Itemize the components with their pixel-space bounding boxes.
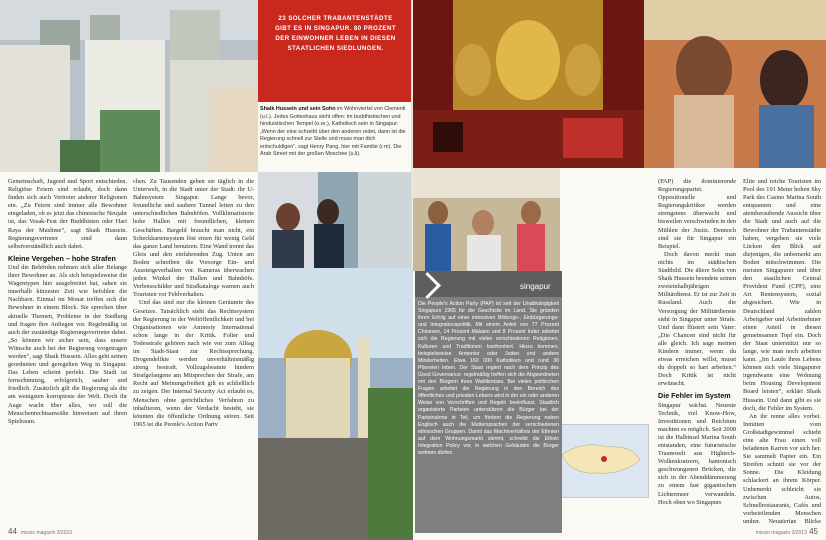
folio-note: missio magazin 3/2013: [755, 530, 807, 536]
family-image: [413, 168, 560, 271]
map-image: [552, 425, 648, 497]
page-number: 44: [8, 527, 17, 536]
page-number: 45: [809, 527, 818, 536]
section-heading: Die Fehler im System: [658, 391, 731, 401]
folio-right: [752, 527, 818, 536]
highlight-text: 23 SOLCHER TRABANTENSTÄDTE GIBT ES IN SINGAPUR. 80 PROZENT DER EINWOHNER LEBEN IN DIESEN STAATLICHEN SIEDLUNGEN.: [274, 15, 397, 52]
text-column-4: [743, 178, 821, 523]
photo-hindu-temple: [644, 0, 826, 168]
paragraph: Doch davon merkt man nichts im städtischen Stadtbild. Die ältere Sohn von Shaik Hussein beendete seinen zweieinhalbjährigen Militärdienst. Er ist zur Zeit in Russland. Auch die Versorgung der Militärdienste sieht in Singapur unter Strafe. Und dann flüstert sein Vater: „Die Chancen sind nicht für alle gleich. Ich sage meinen Kindern immer, wenn du etwas erreichen willst, musst du doppelt so hart arbeiten.“ Doch Kritik ist nicht erwünscht.: [658, 250, 736, 388]
sidebar-label: singapur: [520, 282, 551, 291]
singapore-map: [551, 424, 649, 498]
text-column-2: [133, 178, 254, 426]
paragraph: Und die Behörden nehmen sich aller Belange ihrer Bewohner an. Als sich beispielsweise die Wagentypen hier ausgebreitet hat, sahen sie innerhalb kürzester Zeit wie befohlen die Nachbarn. Einmal im Monat treffen sich die Bewohner in einem Block. Sie sprechen über aktuelle Themen, Probleme in der Siedlung und fragen ihre Anliegen vor. Regelmäßig ist auch der zuständige Regierungsvertreter dabei. „So können wir sicher sein, dass unsere Wünsche auch bei der Regierung vorgetragen werden“, sagt Shaik Hussein. Alles geht seinen geordneten und geregelten Weg in Singapur. Das Leben scheint perfekt. Die Stadt ist fernschmutzig, erfolgreich, sauber und friedlich. Zusätzlich gilt die Regierung als die am wenigsten korrupteste der Welt. Doch ihr Auge wacht über alles, wo soll die Menschenrechtsanwälte hinweisen auf ihren Spielraum.: [8, 263, 127, 425]
highlight-box: [258, 0, 413, 102]
paragraph: (PAP) die dominierende Regierungspartei. Oppositionelle und Regierungskritiker werden strengstens überwacht und bisweilen verschwinden in den Mühlen der Justiz. Dennoch sind sie für Singapur ein Beispiel.: [658, 178, 736, 250]
section-heading: Kleine Vergehen – hohe Strafen: [8, 253, 116, 263]
mosque-image: [258, 268, 413, 540]
sidebar-text: Die People's Action Party (PAP) ist seit der Unabhängigkeit Singapurs 1965 für die Geschicke im Land. Sie gründen ihren Erfolg auf einer intensiven Bildungs-, Einbürgerungs- und Integrationspolitik. Mit einem Anteil von 77 Prozent Chinesen, 14 Prozent Malaien und 8 Prozent Inder arbeitet sich die Regierung mit vielen verschiedenen Religionen, Kulturen und Traditionen konfrontiert. Hinzu kommen, beispielsweise Armenier oder Juden und andere Minderheiten. Etwa 160 000 Katholiken und rund 30 Pfarreien leben. Der Staat regiert nach dem Prinzip des Good Governance: regelmäßig treffen sich die Abgeordneten mit den Bürgern ihres Wahlkreises. Bei vielen politischen Fragen arbeitet die Regierung in den Bereich des öffentlichen und privaten Lebens wird in der ein oder anderen Weise von Vorschriften und Regeln beeinflusst. Staatlich organisierte Parteien unterstützen die Bürger bei der Parteinahme in Teil, um fördern die Regierung neben Englisch auch die Muttersprachen der verschiedenen ethnischen Gruppen. Damit das Machtverhältnis der Ethnien auf dem Wohnungsmarkt stimmt, schreibt die Ethnic Integration Policy vor, in welchen Gebäuden die Bürger wohnen dürfen.: [418, 301, 559, 456]
folio-note: missio magazin 3/2013: [20, 530, 73, 536]
text-column-1: [8, 178, 127, 523]
photo-caption: [260, 106, 410, 159]
photo-family: [413, 168, 560, 271]
men-photo-image: [258, 172, 413, 268]
photo-housing-estate: [0, 0, 258, 172]
paragraph: Elite und reiche Touristen im Pool des 191 Meter hohen Sky Park des Casino Marina South entspannen und eine atemberaubende Aussicht über die Stadt und auch auf die Bewohner der Trabantenstädte haben, vergeben sie viele Lücken den Blick auf diejenigen, die unbemerkt am Boden mitschwimmen. Die meisten Singapurer und über den staatlichen Central Provident Fund (CPF), eine Art Rentensystem, sozial abgesichert. Wie in Deutschland zahlen Arbeitgeber und Arbeitnehmer einen Anteil in diesen gemeinsamen Topf ein. Doch der Staat unterstützt nur so lange, wie man noch arbeiten kann. „Im Laufe ihres Lebens können sich viele Singapurer irgendwann eine Wohnung beim Housing Development Board leisten“, erklärt Shaik Hussein. Und dann gibt es sie doch, die Fehler im System.: [743, 178, 821, 412]
photo-buddhist-temple: [413, 0, 644, 168]
photo-mosque: [258, 268, 413, 540]
paragraph: An ihr renne alles vorbei. Inmitten vom Großstadtgewimmel schiebt eine alte Frau einen voll beladenen Karren vor sich her. Sie sammelt Papier ein. Ein Streifen schnitt sie vor der Sonne. Die Kleidung schlackert an ihrem Körper. Unbemerkt schleicht sie zwischen Autos, Schnellrestaurants, Cafés und vorbeieilenden Menschen umher. Neugierige Blicke: [743, 412, 821, 523]
folio-left: [8, 527, 72, 536]
paragraph: chen. Zu Tausenden geben sie täglich in die Unterwelt, in die Stadt unter der Stadt: ihr U-Bahnsystem Singapur. Lange bevor, freundliche und saubere Tunnel leiten zu den unterschiedlichen Bahnhöfen. Vollklimatisierte hohe Hallen mit freundlichen, kleinen Geschäften. Bargeld braucht man nicht, ein Scheckkartensystem löst einen für wenig Geld das ganze Land benutzen. Eine Wand trennt das Gleis und den einfahrenden Zug. Unten am Boden schreiben die Vorsorge Ein- und Aussteigeverhalten vor. Kameras überwachen jeden Winkel der Hallen und Bahnhöfe. Verbotsschilder und Strafkataloge warnen auch Touristen vor Fehlverhalten.: [133, 178, 254, 299]
paragraph: Singapur wächst. Neueste Technik, viel Know-How, Investitionen und Reichtum machten es möglich. Seit 2008 ist die Halbinsel Marina South entstanden, eine futuristische Traumwelt aus Hightech-Wolkenkratzern, hamonisch geschwungenen Brücken, die sich in der Abenddämmerung zu einem fast gigantischen Lichtermeer verwandeln. Hoch oben wo Singapurs: [658, 401, 736, 506]
temple-image: [413, 0, 644, 168]
hindu-temple-image: [644, 0, 826, 168]
caption-lead: Shaik Hussein und sein Sohn: [260, 106, 336, 112]
caption-body: im Wohnviertel von Clementi (u.l.). Jedes Gotteshaus steht offen: im buddhistischen und hinduistischen Tempel (o.re.), Katholisch sein in Singapur: „Wenn der eine schreibt über den anderen redet, dann ist die Regierung schnell zur Stelle und muss man dich entschuldigen“, sagt Henry Pang, hier mit Familie (r.m). Die Arab Street mit der großen Moschee (u.li).: [260, 106, 406, 157]
paragraph: Und das sind nur die kleinen Geräumte des Gesetzes. Tatsächlich steht das Rechtssystem der Regierung in der Weltöffentlichkeit und bei Organisationen wie Amnesty International schon lange in der Kritik. Folter und Todesstrafe gehören nach wie vor zum Alltag im Stadt-Staat zur Rechtssprechung. Drogendelikte werden unverhältnismäßig streng bestraft. Vollzugsbeamte hindern Strafgefangene am Mitsprechen der Strafe, am Recht auf Meinungsfreiheit gilt es schließlich zu zeigen. Der Internal Security Act erlaubt es, Menschen ohne gerichtliches Verfahren zu inhaftieren, wenn der Verdacht besteht, sie könnten die öffentliche Ordnung stören. Seit 1965 ist die People's Action Party: [133, 299, 254, 426]
photo-men-in-estate: [258, 172, 413, 268]
text-column-3: [658, 178, 736, 523]
paragraph: Gemeinschaft, Jugend und Sport entschieden. Religiöse Feiern sind erlaubt, doch dann finden sich auch Vertreter anderer Religionen ein. „Zu Feiern sind immer alle Bewohner eingeladen, ob es jetzt das chinesische Neujahr ist, das Vesak-Fest der Buddhisten oder Hari Raya der Muslime“, sagt Shaik Hussein. Regierungsvertreter sind dann selbstverständlich auch dabei.: [8, 178, 127, 250]
housing-estate-image: [0, 0, 258, 172]
